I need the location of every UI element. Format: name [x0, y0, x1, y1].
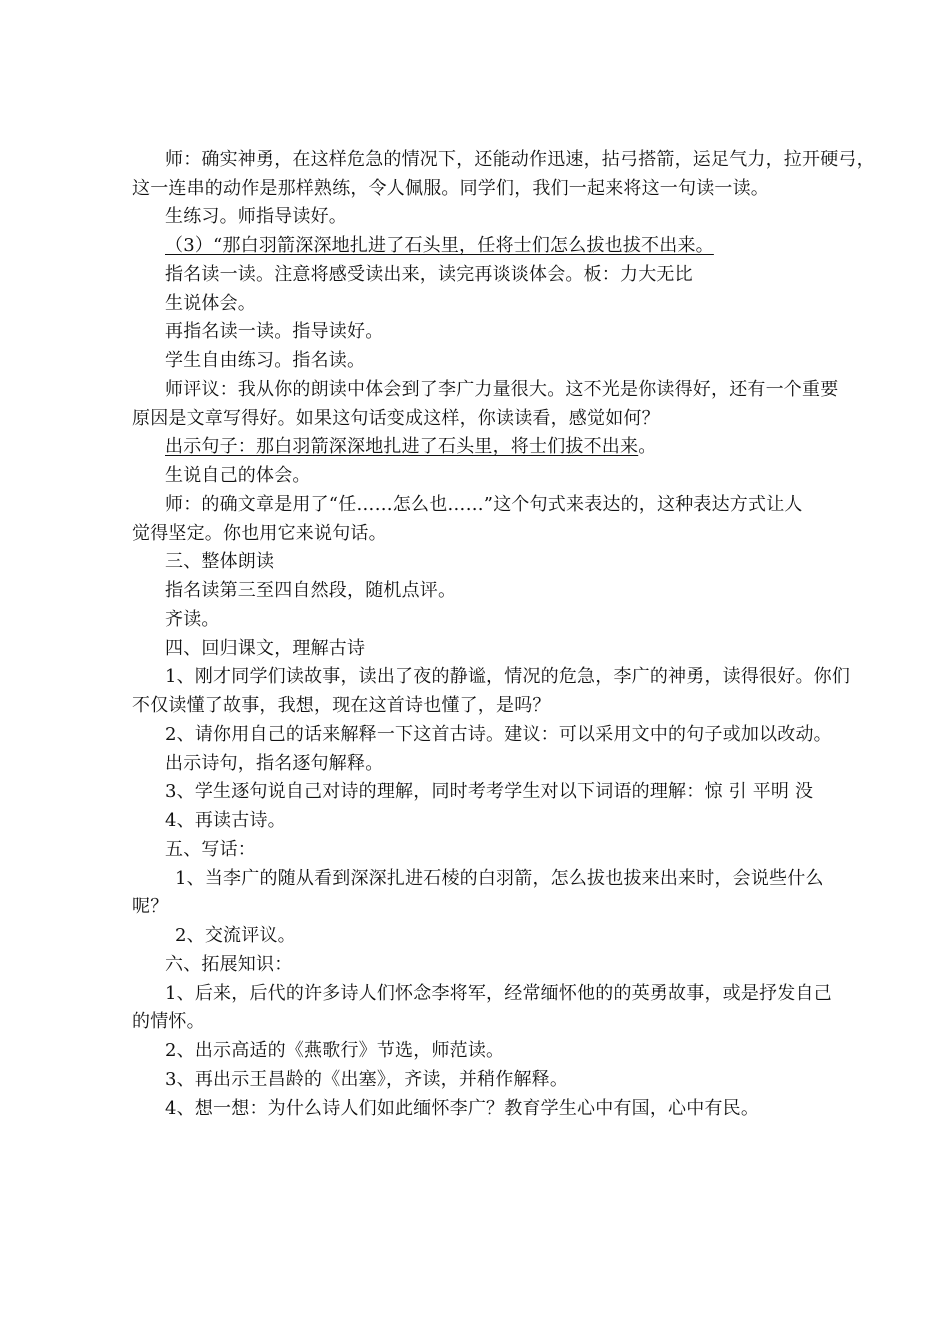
paragraph-line: 2、请你用自己的话来解释一下这首古诗。建议：可以采用文中的句子或加以改动。 — [165, 724, 832, 745]
paragraph-line: 再指名读一读。指导读好。 — [165, 321, 384, 342]
example-sentence-line — [165, 435, 656, 459]
section-heading: 三、整体朗读 — [165, 551, 275, 572]
underlined-quote: （3）“那白羽箭深深地扎进了石头里，任将士们怎么拔也拔不出来。 — [165, 235, 714, 256]
paragraph-line: 齐读。 — [165, 609, 220, 630]
paragraph-line: 这一连串的动作是那样熟练，令人佩服。同学们，我们一起来将这一句读一读。 — [132, 178, 769, 199]
paragraph-line: 1、当李广的随从看到深深扎进石棱的白羽箭，怎么拔也拔来出来时，会说些什么 — [175, 868, 824, 889]
section-heading: 五、写话： — [165, 839, 256, 860]
paragraph-line: 指名读第三至四自然段，随机点评。 — [165, 580, 457, 601]
paragraph-line: 2、出示高适的《燕歌行》节选，师范读。 — [165, 1040, 505, 1061]
paragraph-line: 4、想一想：为什么诗人们如此缅怀李广？教育学生心中有国，心中有民。 — [165, 1098, 760, 1119]
paragraph-line: 师：的确文章是用了“任……怎么也……”这个句式来表达的，这种表达方式让人 — [165, 494, 803, 515]
paragraph-line: 2、交流评议。 — [175, 925, 296, 946]
paragraph-line: 3、学生逐句说自己对诗的理解，同时考考学生对以下词语的理解：惊 引 平明 没 — [165, 781, 814, 802]
paragraph-line: 不仅读懂了故事，我想，现在这首诗也懂了，是吗？ — [132, 695, 551, 716]
underlined-example-sentence: 出示句子：那白羽箭深深地扎进了石头里，将士们拔不出来 — [165, 436, 639, 457]
section-heading: 四、回归课文，理解古诗 — [165, 638, 366, 659]
paragraph-line: 出示诗句，指名逐句解释。 — [165, 753, 384, 774]
paragraph-line: 觉得坚定。你也用它来说句话。 — [132, 523, 387, 544]
section-heading: 六、拓展知识： — [165, 954, 293, 975]
paragraph-line: 呢？ — [132, 896, 169, 917]
paragraph-line: 4、再读古诗。 — [165, 810, 286, 831]
paragraph-line: 学生自由练习。指名读。 — [165, 350, 366, 371]
paragraph-line: 生说自己的体会。 — [165, 465, 311, 486]
paragraph-line: 师：确实神勇，在这样危急的情况下，还能动作迅速，拈弓搭箭，运足气力，拉开硬弓， — [165, 149, 875, 170]
paragraph-line: 指名读一读。注意将感受读出来，读完再谈谈体会。板：力大无比 — [165, 264, 693, 285]
paragraph-line: 师评议：我从你的朗读中体会到了李广力量很大。这不光是你读得好，还有一个重要 — [165, 379, 839, 400]
paragraph-line: 1、后来，后代的许多诗人们怀念李将军，经常缅怀他的的英勇故事，或是抒发自己 — [165, 983, 832, 1004]
paragraph-line: 原因是文章写得好。如果这句话变成这样，你读读看，感觉如何？ — [132, 408, 660, 429]
paragraph-line: 1、刚才同学们读故事，读出了夜的静谧，情况的危急，李广的神勇，读得很好。你们 — [165, 666, 851, 687]
paragraph-line: 的情怀。 — [132, 1011, 205, 1032]
paragraph-line: 生说体会。 — [165, 293, 256, 314]
paragraph-line: 3、再出示王昌龄的《出塞》，齐读，并稍作解释。 — [165, 1069, 569, 1090]
paragraph-line: 生练习。师指导读好。 — [165, 206, 347, 227]
sentence-period: 。 — [638, 436, 657, 457]
